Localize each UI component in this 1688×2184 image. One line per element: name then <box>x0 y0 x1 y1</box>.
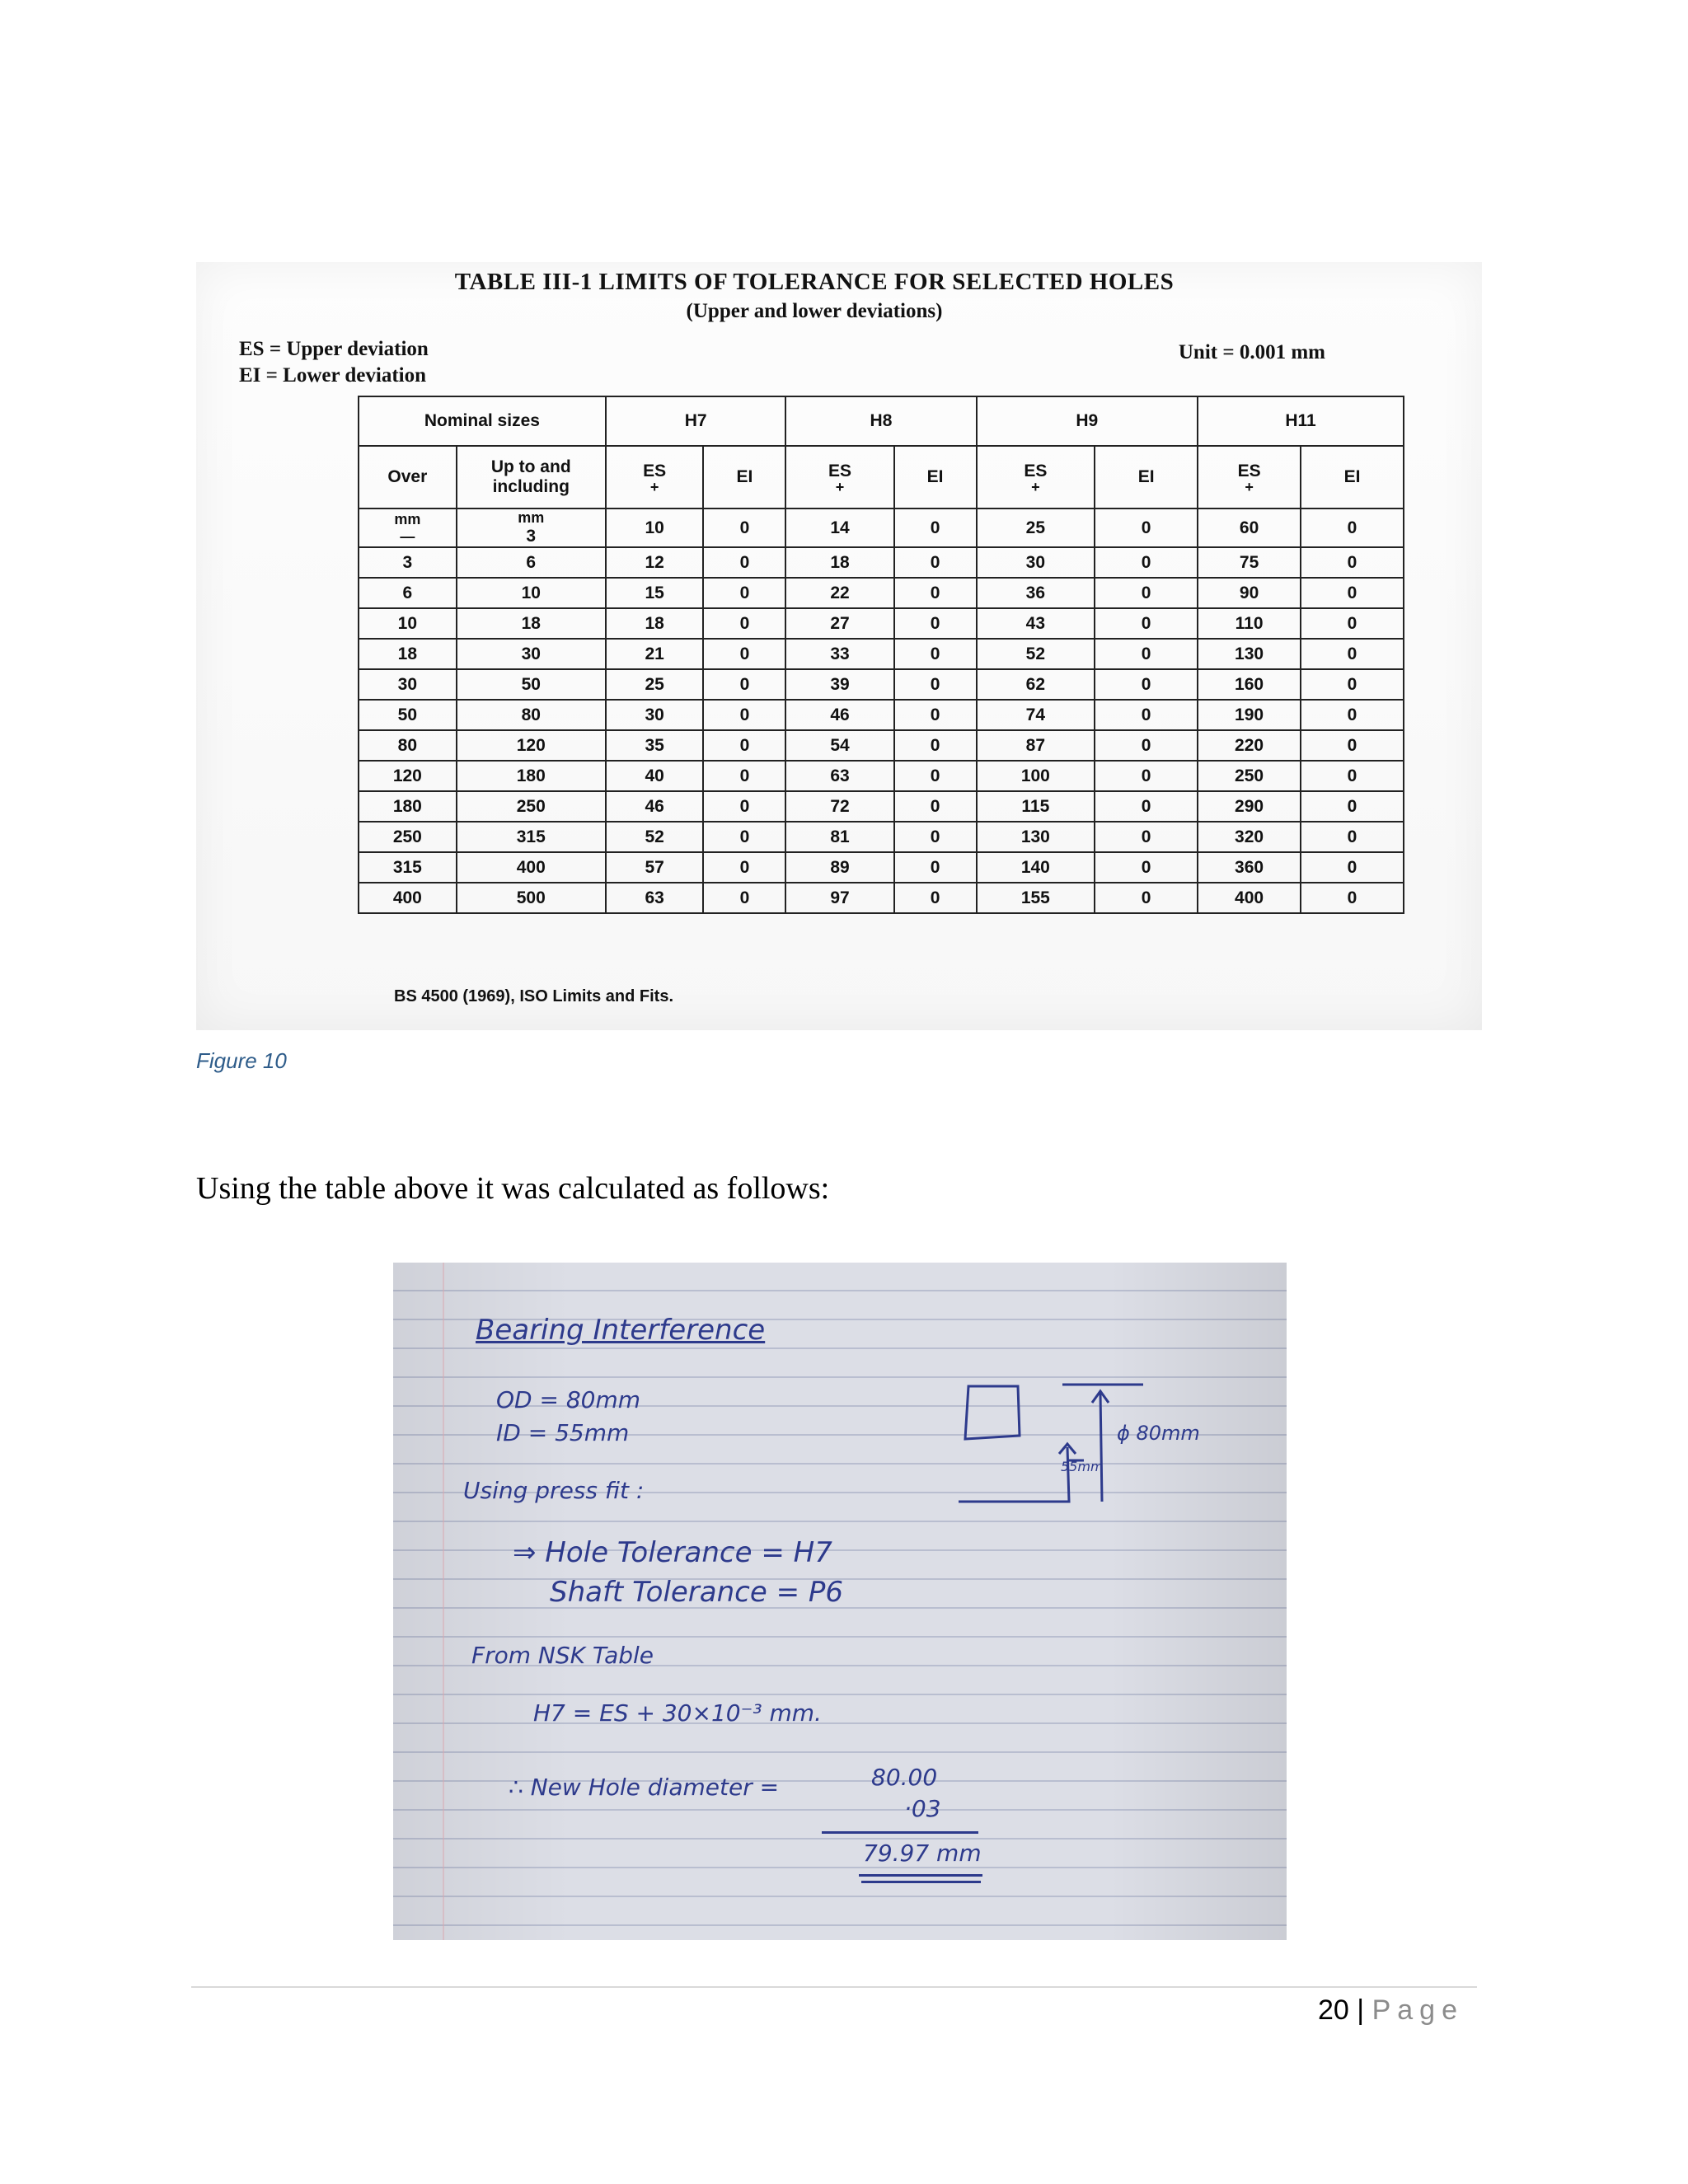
table-cell: 290 <box>1198 791 1301 822</box>
table-cell: 0 <box>1301 509 1404 547</box>
table-cell: 14 <box>785 509 893 547</box>
table-cell: 0 <box>1095 730 1198 761</box>
table-cell: 0 <box>1301 730 1404 761</box>
table-cell: 0 <box>894 608 977 639</box>
header-es: ES + <box>1198 446 1301 509</box>
table-cell: 30 <box>457 639 606 669</box>
table-cell: 250 <box>1198 761 1301 791</box>
table-cell: 0 <box>1095 547 1198 578</box>
table-cell: 0 <box>1095 791 1198 822</box>
table-cell: 500 <box>457 883 606 913</box>
table-cell: 0 <box>1095 700 1198 730</box>
table-cell: 0 <box>703 547 785 578</box>
table-row <box>359 639 1404 669</box>
table-cell: 6 <box>359 578 457 608</box>
table-cell: 0 <box>1301 639 1404 669</box>
header-h7: H7 <box>606 396 786 446</box>
hw-result-underline-2 <box>861 1881 981 1883</box>
table-cell: 155 <box>977 883 1095 913</box>
table-cell: 46 <box>606 791 704 822</box>
table-cell: 74 <box>977 700 1095 730</box>
table-cell: 80 <box>457 700 606 730</box>
table-cell: 81 <box>785 822 893 852</box>
table-cell: 10 <box>359 608 457 639</box>
header-over: Over <box>359 446 457 509</box>
table-cell: 250 <box>457 791 606 822</box>
table-cell: 115 <box>977 791 1095 822</box>
table-cell: 0 <box>894 639 977 669</box>
table-cell: mm — <box>359 509 457 547</box>
hw-val-80: 80.00 <box>871 1764 938 1791</box>
table-row <box>359 822 1404 852</box>
table-cell: 30 <box>359 669 457 700</box>
table-cell: 0 <box>1301 791 1404 822</box>
table-cell: 0 <box>1095 883 1198 913</box>
table-cell: 130 <box>1198 639 1301 669</box>
hw-result: 79.97 mm <box>863 1840 982 1867</box>
legend-ei: EI = Lower deviation <box>239 364 426 387</box>
table-cell: 180 <box>457 761 606 791</box>
table-row <box>359 509 1404 547</box>
table-cell: 54 <box>785 730 893 761</box>
header-es: ES + <box>785 446 893 509</box>
table-cell: 0 <box>894 547 977 578</box>
table-cell: 0 <box>1095 761 1198 791</box>
table-cell: 63 <box>785 761 893 791</box>
table-cell: 57 <box>606 852 704 883</box>
tolerance-table-image <box>196 262 1482 1030</box>
table-row <box>359 669 1404 700</box>
table-cell: 0 <box>894 822 977 852</box>
hw-id: ID = 55mm <box>496 1419 630 1446</box>
body-paragraph: Using the table above it was calculated as follows: <box>196 1171 830 1206</box>
table-cell: 0 <box>1095 578 1198 608</box>
hw-hole-tolerance: ⇒ Hole Tolerance = H7 <box>513 1536 832 1569</box>
table-cell: 0 <box>703 578 785 608</box>
table-cell: 0 <box>894 669 977 700</box>
header-ei: EI <box>894 446 977 509</box>
table-cell: 50 <box>359 700 457 730</box>
page-label: Page <box>1372 1994 1464 2026</box>
table-cell: 90 <box>1198 578 1301 608</box>
hw-od: OD = 80mm <box>496 1386 641 1413</box>
table-cell: 0 <box>1301 669 1404 700</box>
table-body <box>359 509 1404 913</box>
table-row <box>359 730 1404 761</box>
table-cell: 320 <box>1198 822 1301 852</box>
table-cell: 0 <box>703 509 785 547</box>
table-cell: 130 <box>977 822 1095 852</box>
table-cell: 180 <box>359 791 457 822</box>
hw-from-table: From NSK Table <box>471 1642 654 1669</box>
header-h11: H11 <box>1198 396 1404 446</box>
hw-heading: Bearing Interference <box>476 1314 766 1347</box>
hw-dim-55: 55mm <box>1061 1459 1104 1474</box>
header-ei: EI <box>703 446 785 509</box>
table-cell: 120 <box>457 730 606 761</box>
table-cell: 25 <box>977 509 1095 547</box>
table-cell: 43 <box>977 608 1095 639</box>
table-subtitle: (Upper and lower deviations) <box>686 300 943 322</box>
table-cell: 3 <box>359 547 457 578</box>
table-cell: 0 <box>894 761 977 791</box>
table-cell: 36 <box>977 578 1095 608</box>
table-cell: 39 <box>785 669 893 700</box>
table-cell: 50 <box>457 669 606 700</box>
bearing-sketch <box>954 1378 1267 1543</box>
table-cell: 0 <box>1301 761 1404 791</box>
table-cell: 22 <box>785 578 893 608</box>
table-cell: 0 <box>1301 852 1404 883</box>
table-cell: 25 <box>606 669 704 700</box>
hw-new-hole: ∴ New Hole diameter = <box>509 1774 780 1801</box>
table-cell: 52 <box>606 822 704 852</box>
table-cell: 33 <box>785 639 893 669</box>
table-cell: 12 <box>606 547 704 578</box>
table-cell: 15 <box>606 578 704 608</box>
table-cell: 21 <box>606 639 704 669</box>
table-row <box>359 883 1404 913</box>
table-source: BS 4500 (1969), ISO Limits and Fits. <box>394 987 674 1005</box>
table-cell: 0 <box>1301 883 1404 913</box>
table-cell: 0 <box>1301 578 1404 608</box>
table-row <box>359 852 1404 883</box>
table-cell: 0 <box>703 669 785 700</box>
table-cell: 0 <box>1095 852 1198 883</box>
table-cell: 89 <box>785 852 893 883</box>
table-cell: 0 <box>1301 608 1404 639</box>
table-cell: 72 <box>785 791 893 822</box>
table-cell: mm 3 <box>457 509 606 547</box>
table-cell: 97 <box>785 883 893 913</box>
hw-val-03: ·03 <box>904 1795 941 1822</box>
table-row <box>359 791 1404 822</box>
table-cell: 220 <box>1198 730 1301 761</box>
table-cell: 27 <box>785 608 893 639</box>
table-cell: 0 <box>894 852 977 883</box>
table-cell: 40 <box>606 761 704 791</box>
footer-divider <box>191 1986 1477 1988</box>
table-cell: 0 <box>894 578 977 608</box>
table-cell: 400 <box>457 852 606 883</box>
table-cell: 6 <box>457 547 606 578</box>
table-cell: 10 <box>457 578 606 608</box>
table-cell: 0 <box>1301 700 1404 730</box>
table-cell: 30 <box>977 547 1095 578</box>
table-cell: 0 <box>894 509 977 547</box>
table-title: TABLE III-1 LIMITS OF TOLERANCE FOR SELECTED HOLES <box>454 269 1175 295</box>
table-cell: 80 <box>359 730 457 761</box>
table-cell: 0 <box>703 639 785 669</box>
table-cell: 0 <box>1301 822 1404 852</box>
header-h9: H9 <box>977 396 1198 446</box>
table-cell: 0 <box>703 791 785 822</box>
table-cell: 0 <box>703 852 785 883</box>
legend-es: ES = Upper deviation <box>239 338 429 360</box>
table-cell: 60 <box>1198 509 1301 547</box>
table-cell: 160 <box>1198 669 1301 700</box>
table-cell: 18 <box>359 639 457 669</box>
table-cell: 0 <box>1301 547 1404 578</box>
header-h8: H8 <box>785 396 976 446</box>
table-cell: 400 <box>1198 883 1301 913</box>
table-cell: 0 <box>894 700 977 730</box>
table-cell: 0 <box>1095 608 1198 639</box>
table-row <box>359 578 1404 608</box>
table-cell: 10 <box>606 509 704 547</box>
hw-using: Using press fit : <box>463 1477 645 1504</box>
table-cell: 400 <box>359 883 457 913</box>
tolerance-table <box>358 396 1404 914</box>
table-cell: 0 <box>894 791 977 822</box>
table-row <box>359 761 1404 791</box>
table-cell: 63 <box>606 883 704 913</box>
table-row <box>359 700 1404 730</box>
page-footer <box>1318 1994 1464 2027</box>
header-ei: EI <box>1301 446 1404 509</box>
table-cell: 100 <box>977 761 1095 791</box>
table-cell: 18 <box>457 608 606 639</box>
figure-caption: Figure 10 <box>196 1048 287 1073</box>
table-cell: 110 <box>1198 608 1301 639</box>
table-cell: 0 <box>703 700 785 730</box>
table-cell: 0 <box>894 730 977 761</box>
page-number: 20 <box>1318 1994 1349 2026</box>
notebook-margin-line <box>443 1263 444 1940</box>
header-up-to: Up to and including <box>457 446 606 509</box>
table-cell: 75 <box>1198 547 1301 578</box>
table-cell: 0 <box>1095 639 1198 669</box>
page-separator: | <box>1357 1994 1365 2026</box>
hw-shaft-tolerance: Shaft Tolerance = P6 <box>550 1576 844 1609</box>
table-cell: 140 <box>977 852 1095 883</box>
handwritten-calculation-image <box>393 1263 1287 1940</box>
hw-h7-value: H7 = ES + 30×10⁻³ mm. <box>533 1699 822 1727</box>
table-cell: 360 <box>1198 852 1301 883</box>
hw-subtract-line <box>822 1831 978 1834</box>
header-es: ES + <box>606 446 704 509</box>
table-cell: 0 <box>703 608 785 639</box>
table-cell: 0 <box>703 822 785 852</box>
header-nominal-sizes: Nominal sizes <box>359 396 606 446</box>
table-cell: 0 <box>1095 509 1198 547</box>
table-cell: 18 <box>785 547 893 578</box>
table-cell: 87 <box>977 730 1095 761</box>
table-cell: 0 <box>1095 822 1198 852</box>
table-cell: 35 <box>606 730 704 761</box>
table-cell: 18 <box>606 608 704 639</box>
table-cell: 120 <box>359 761 457 791</box>
hw-result-underline-1 <box>859 1874 982 1877</box>
table-cell: 0 <box>1095 669 1198 700</box>
table-cell: 52 <box>977 639 1095 669</box>
table-cell: 190 <box>1198 700 1301 730</box>
table-cell: 0 <box>894 883 977 913</box>
table-cell: 62 <box>977 669 1095 700</box>
table-row <box>359 608 1404 639</box>
table-cell: 0 <box>703 883 785 913</box>
table-cell: 46 <box>785 700 893 730</box>
unit-label: Unit = 0.001 mm <box>1178 341 1325 363</box>
table-cell: 0 <box>703 730 785 761</box>
table-cell: 315 <box>457 822 606 852</box>
table-cell: 250 <box>359 822 457 852</box>
header-ei: EI <box>1095 446 1198 509</box>
table-row <box>359 547 1404 578</box>
table-cell: 0 <box>703 761 785 791</box>
table-cell: 30 <box>606 700 704 730</box>
hw-dim-80: ϕ 80mm <box>1117 1422 1200 1445</box>
table-cell: 315 <box>359 852 457 883</box>
header-es: ES + <box>977 446 1095 509</box>
